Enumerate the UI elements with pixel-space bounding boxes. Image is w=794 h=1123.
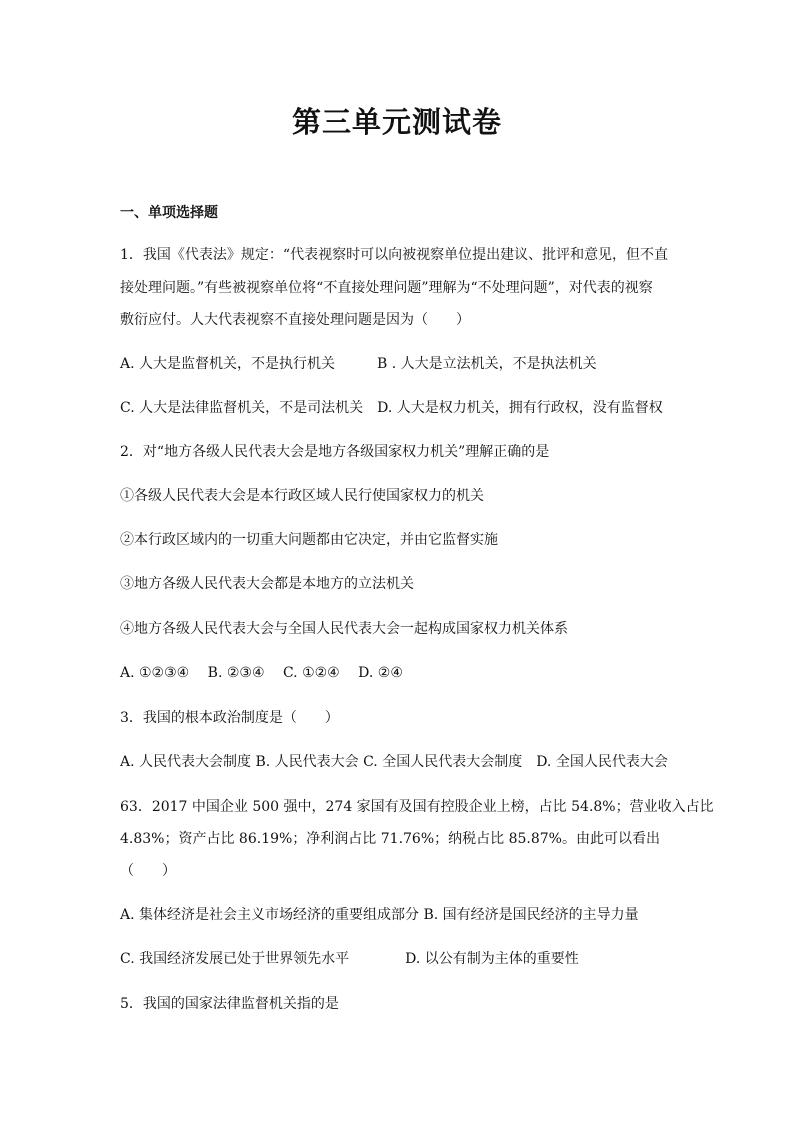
question-4-line-3: （ ） (120, 863, 176, 879)
question-2-options: A. ①②③④ B. ②③④ C. ①②④ D. ②④ (120, 665, 403, 681)
question-3-stem: 3．我国的根本政治制度是（ ） (120, 710, 339, 726)
question-1-options-cd: C. 人大是法律监督机关，不是司法机关 D. 人大是权力机关，拥有行政权，没有监督权 (120, 400, 663, 416)
question-1-options-ab: A. 人大是监督机关，不是执行机关 B . 人大是立法机关，不是执法机关 (120, 356, 597, 372)
question-2-stem: 2．对“地方各级人民代表大会是地方各级国家权力机关”理解正确的是 (120, 444, 550, 460)
question-4-options-ab: A. 集体经济是社会主义市场经济的重要组成部分 B. 国有经济是国民经济的主导力量 (120, 907, 639, 923)
section-heading: 一、单项选择题 (120, 205, 218, 221)
question-2-statement-2: ②本行政区域内的一切重大问题都由它决定，并由它监督实施 (120, 532, 498, 548)
question-1-line-3: 敷衍应付。人大代表视察不直接处理问题是因为（ ） (120, 312, 470, 328)
question-2-statement-4: ④地方各级人民代表大会与全国人民代表大会一起构成国家权力机关体系 (120, 621, 568, 637)
question-4-line-2: 4.83%；资产占比 86.19%；净利润占比 71.76%；纳税占比 85.87%。由此可以看出 (120, 831, 660, 847)
page-title: 第三单元测试卷 (291, 105, 502, 139)
question-3-options: A. 人民代表大会制度 B. 人民代表大会 C. 全国人民代表大会制度 D. 全国人民代表大会 (120, 754, 668, 770)
question-2-statement-3: ③地方各级人民代表大会都是本地方的立法机关 (120, 576, 414, 592)
question-2-statement-1: ①各级人民代表大会是本行政区域人民行使国家权力的机关 (120, 488, 484, 504)
question-4-line-1: 63．2017 中国企业 500 强中，274 家国有及国有控股企业上榜，占比 54.8%；营业收入占比 (120, 799, 714, 815)
question-1-line-1: 1．我国《代表法》规定：“代表视察时可以向被视察单位提出建议、批评和意见，但不直 (120, 247, 669, 263)
question-5-stem: 5．我国的国家法律监督机关指的是 (120, 996, 339, 1012)
question-1-line-2: 接处理问题。”有些被视察单位将“不直接处理问题”理解为“不处理问题”，对代表的视察 (120, 280, 653, 296)
question-4-options-cd: C. 我国经济发展已处于世界领先水平 D. 以公有制为主体的重要性 (120, 951, 579, 967)
